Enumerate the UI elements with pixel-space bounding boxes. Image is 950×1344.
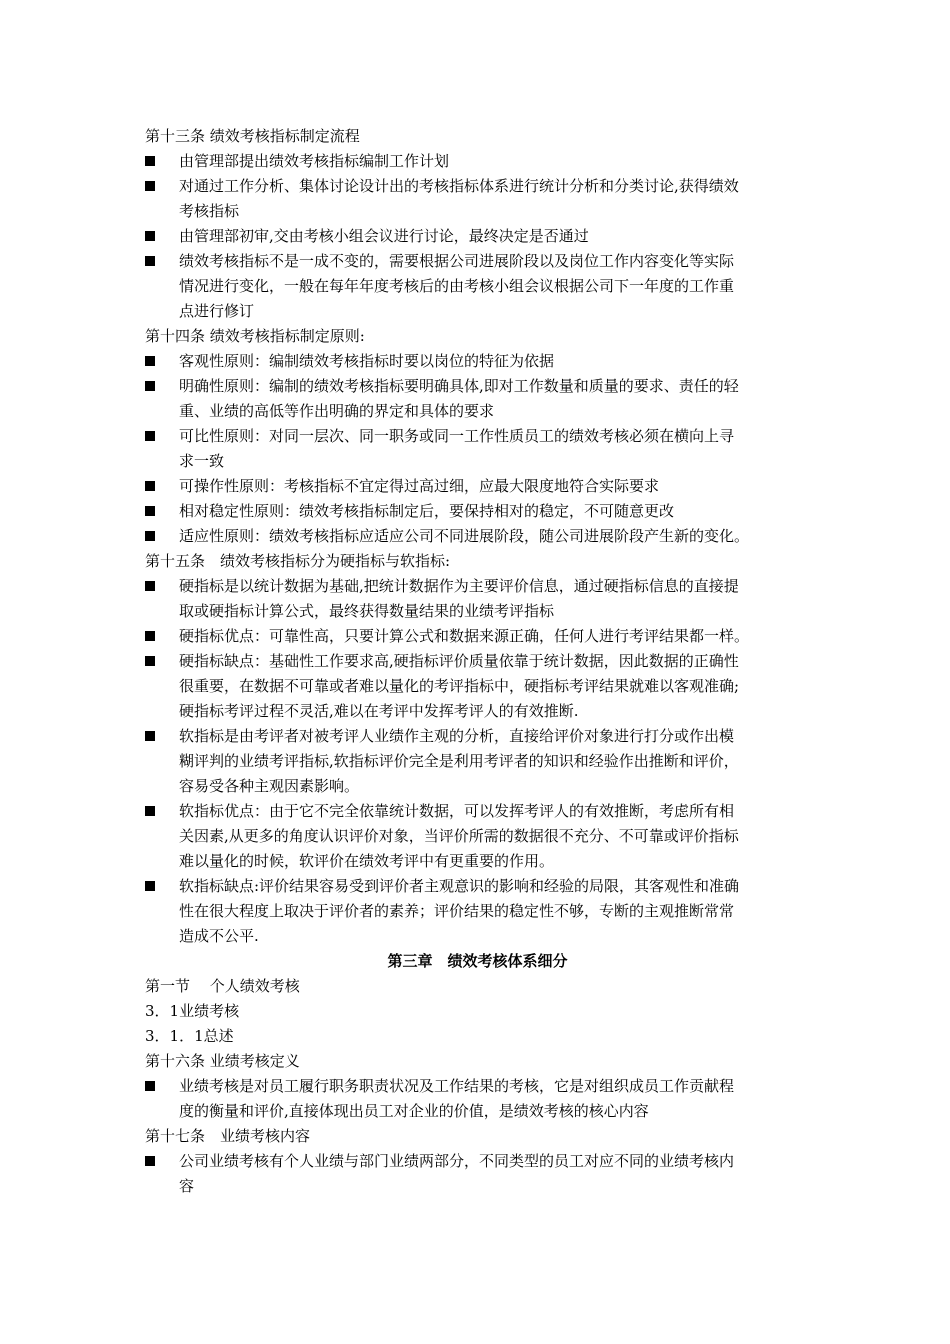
section-heading: 第一节 个人绩效考核 — [145, 977, 300, 995]
list-item — [145, 799, 810, 874]
square-bullet-icon — [145, 581, 155, 591]
list-item-text-line: 造成不公平. — [179, 927, 259, 945]
article-heading: 第十五条 绩效考核指标分为硬指标与软指标: — [145, 552, 451, 570]
article-heading: 第十四条 绩效考核指标制定原则: — [145, 327, 365, 345]
square-bullet-icon — [145, 1156, 155, 1166]
list-item-text-line: 考核指标 — [179, 202, 240, 220]
square-bullet-icon — [145, 481, 155, 491]
square-bullet-icon — [145, 506, 155, 516]
section-heading: 第十六条 业绩考核定义 — [145, 1052, 300, 1070]
list-item-text-line: 情况进行变化，一般在每年年度考核后的由考核小组会议根据公司下一年度的工作重 — [179, 277, 735, 295]
list-item — [145, 524, 810, 549]
square-bullet-icon — [145, 881, 155, 891]
square-bullet-icon — [145, 731, 155, 741]
list-item-text-line: 由管理部初审,交由考核小组会议进行讨论，最终决定是否通过 — [179, 227, 589, 245]
list-item-text-line: 容易受各种主观因素影响。 — [179, 777, 360, 795]
square-bullet-icon — [145, 256, 155, 266]
list-item-text-line: 绩效考核指标不是一成不变的，需要根据公司进展阶段以及岗位工作内容变化等实际 — [179, 252, 735, 270]
list-item-text-line: 可操作性原则：考核指标不宜定得过高过细，应最大限度地符合实际要求 — [179, 477, 660, 495]
square-bullet-icon — [145, 231, 155, 241]
list-item-text-line: 公司业绩考核有个人业绩与部门业绩两部分，不同类型的员工对应不同的业绩考核内 — [179, 1152, 735, 1170]
square-bullet-icon — [145, 356, 155, 366]
list-item-text-line: 很重要，在数据不可靠或者难以量化的考评指标中，硬指标考评结果就难以客观准确; — [179, 677, 740, 695]
list-item — [145, 1149, 810, 1199]
square-bullet-icon — [145, 1081, 155, 1091]
list-item — [145, 424, 810, 474]
list-item-text-line: 硬指标缺点：基础性工作要求高,硬指标评价质量依靠于统计数据，因此数据的正确性 — [179, 652, 739, 670]
list-item-text-line: 软指标优点：由于它不完全依靠统计数据，可以发挥考评人的有效推断，考虑所有相 — [179, 802, 735, 820]
list-item — [145, 574, 810, 624]
list-item-text-line: 对通过工作分析、集体讨论设计出的考核指标体系进行统计分析和分类讨论,获得绩效 — [179, 177, 739, 195]
list-item-text-line: 软指标是由考评者对被考评人业绩作主观的分析，直接给评价对象进行打分或作出模 — [179, 727, 735, 745]
square-bullet-icon — [145, 531, 155, 541]
list-item-text-line: 度的衡量和评价,直接体现出员工对企业的价值，是绩效考核的核心内容 — [179, 1102, 649, 1120]
square-bullet-icon — [145, 156, 155, 166]
list-item-text-line: 取或硬指标计算公式，最终获得数量结果的业绩考评指标 — [179, 602, 555, 620]
square-bullet-icon — [145, 381, 155, 391]
list-item-text-line: 可比性原则：对同一层次、同一职务或同一工作性质员工的绩效考核必须在横向上寻 — [179, 427, 735, 445]
list-item — [145, 224, 810, 249]
list-item-text-line: 明确性原则：编制的绩效考核指标要明确具体,即对工作数量和质量的要求、责任的轻 — [179, 377, 739, 395]
list-item-text-line: 软指标缺点:评价结果容易受到评价者主观意识的影响和经验的局限，其客观性和准确 — [179, 877, 740, 895]
list-item — [145, 349, 810, 374]
square-bullet-icon — [145, 631, 155, 641]
square-bullet-icon — [145, 656, 155, 666]
article-heading: 第十七条 业绩考核内容 — [145, 1127, 311, 1145]
list-item-text-line: 性在很大程度上取决于评价者的素养；评价结果的稳定性不够，专断的主观推断常常 — [179, 902, 735, 920]
list-item-text-line: 容 — [179, 1177, 195, 1195]
section-heading: 3．1业绩考核 — [145, 1002, 240, 1020]
list-item-text-line: 糊评判的业绩考评指标,软指标评价完全是利用考评者的知识和经验作出推断和评价， — [179, 752, 739, 770]
section-heading: 3．1．1总述 — [145, 1027, 234, 1045]
list-item — [145, 249, 810, 324]
list-item — [145, 874, 810, 949]
list-item — [145, 724, 810, 799]
list-item — [145, 474, 810, 499]
chapter-title: 第三章 绩效考核体系细分 — [387, 952, 568, 970]
list-item-text-line: 难以量化的时候，软评价在绩效考评中有更重要的作用。 — [179, 852, 555, 870]
list-item — [145, 624, 810, 649]
list-item-text-line: 关因素,从更多的角度认识评价对象，当评价所需的数据很不充分、不可靠或评价指标 — [179, 827, 739, 845]
list-item — [145, 174, 810, 224]
list-item — [145, 649, 810, 724]
list-item-text-line: 点进行修订 — [179, 302, 255, 320]
document-body — [145, 124, 810, 1199]
list-item-text-line: 求一致 — [179, 452, 225, 470]
article-heading: 第十三条 绩效考核指标制定流程 — [145, 127, 360, 145]
square-bullet-icon — [145, 806, 155, 816]
list-item — [145, 499, 810, 524]
list-item — [145, 149, 810, 174]
list-item-text-line: 客观性原则：编制绩效考核指标时要以岗位的特征为依据 — [179, 352, 555, 370]
list-item-text-line: 由管理部提出绩效考核指标编制工作计划 — [179, 152, 450, 170]
list-item — [145, 1074, 810, 1124]
list-item-text-line: 重、业绩的高低等作出明确的界定和具体的要求 — [179, 402, 495, 420]
list-item-text-line: 硬指标优点：可靠性高，只要计算公式和数据来源正确，任何人进行考评结果都一样。 — [179, 627, 750, 645]
list-item — [145, 374, 810, 424]
square-bullet-icon — [145, 431, 155, 441]
list-item-text-line: 适应性原则：绩效考核指标应适应公司不同进展阶段，随公司进展阶段产生新的变化。 — [179, 527, 750, 545]
list-item-text-line: 硬指标考评过程不灵活,难以在考评中发挥考评人的有效推断. — [179, 702, 579, 720]
list-item-text-line: 硬指标是以统计数据为基础,把统计数据作为主要评价信息，通过硬指标信息的直接提 — [179, 577, 739, 595]
list-item-text-line: 相对稳定性原则：绩效考核指标制定后，要保持相对的稳定，不可随意更改 — [179, 502, 675, 520]
list-item-text-line: 业绩考核是对员工履行职务职责状况及工作结果的考核，它是对组织成员工作贡献程 — [179, 1077, 735, 1095]
square-bullet-icon — [145, 181, 155, 191]
